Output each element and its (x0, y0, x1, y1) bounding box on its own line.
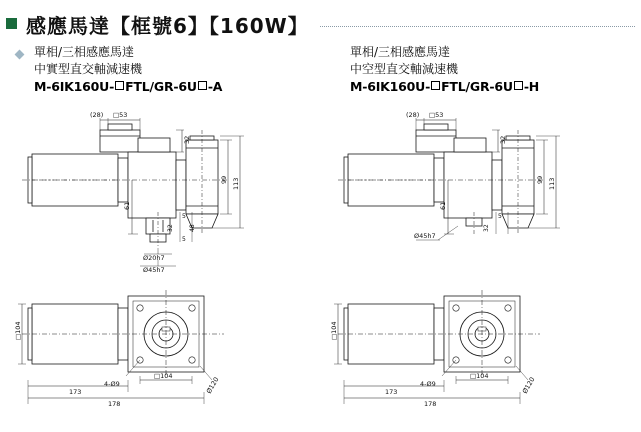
dim-61: 61 (439, 201, 447, 210)
square-placeholder-icon (115, 81, 124, 90)
product-column-right (330, 44, 630, 426)
dim-plan-104-v: □104 (14, 321, 22, 340)
header-divider (320, 26, 635, 27)
model-prefix: M-6IK160U- (34, 79, 115, 94)
model-mid: FTL/GR-6U (441, 79, 513, 94)
spec-line-2: 中空型直交軸減速機 (350, 62, 459, 76)
dim-5a: 5 (498, 213, 502, 220)
dim-99: 99 (536, 175, 544, 184)
square-placeholder-icon (431, 81, 440, 90)
dim-top-sq53: □53 (113, 111, 128, 119)
model-suffix: -A (207, 79, 223, 94)
product-column-left (14, 44, 314, 426)
header-marker-icon (6, 18, 17, 29)
dim-plan-104-h: □104 (470, 372, 489, 380)
product-spec-right (350, 44, 630, 96)
dim-5a: 5 (182, 213, 186, 220)
dim-plan-178: 178 (424, 400, 437, 408)
model-suffix: -H (523, 79, 540, 94)
dim-plan-104-v: □104 (330, 321, 338, 340)
dim-plan-circle: Ø120 (520, 375, 537, 395)
dim-113: 113 (232, 177, 240, 190)
dim-plan-173: 173 (69, 388, 82, 396)
dim-plan-104-h: □104 (154, 372, 173, 380)
dim-plan-178: 178 (108, 400, 121, 408)
square-placeholder-icon (514, 81, 523, 90)
dim-top-32: 32 (499, 135, 507, 144)
diamond-bullet-icon (15, 50, 25, 60)
square-placeholder-icon (198, 81, 207, 90)
dim-113: 113 (548, 177, 556, 190)
spec-line-1: 單相/三相感應馬達 (34, 45, 135, 59)
product-spec-left (34, 44, 314, 96)
dim-plan-circle: Ø120 (204, 375, 221, 395)
dim-shaft-bore: Ø20h7 (143, 254, 165, 262)
dim-plan-holes: 4-Ø9 (104, 380, 120, 388)
model-mid: FTL/GR-6U (125, 79, 197, 94)
dim-top-paren: (28) (90, 111, 104, 119)
technical-drawing-right (330, 108, 630, 426)
model-number (34, 78, 314, 96)
model-number (350, 78, 630, 96)
dim-top-paren: (28) (406, 111, 420, 119)
dim-top-sq53: □53 (429, 111, 444, 119)
dim-32: 32 (483, 224, 490, 232)
dim-32: 32 (167, 224, 174, 232)
dim-shaft-flange: Ø45h7 (143, 266, 165, 274)
dim-99: 99 (220, 175, 228, 184)
dim-plan-173: 173 (385, 388, 398, 396)
spec-line-2: 中實型直交軸減速機 (34, 62, 143, 76)
page-header (0, 4, 641, 38)
dim-61: 61 (123, 201, 131, 210)
spec-line-1: 單相/三相感應馬達 (350, 45, 451, 59)
dim-plan-holes: 4-Ø9 (420, 380, 436, 388)
technical-drawing-left (14, 108, 314, 426)
dim-top-32: 32 (183, 135, 191, 144)
dim-5b: 5 (182, 236, 186, 243)
page-title: 感應馬達【框號6】【160W】 (26, 14, 309, 38)
dim-48: 48 (189, 224, 196, 232)
dim-shaft-flange: Ø45h7 (414, 232, 436, 240)
model-prefix: M-6IK160U- (350, 79, 431, 94)
